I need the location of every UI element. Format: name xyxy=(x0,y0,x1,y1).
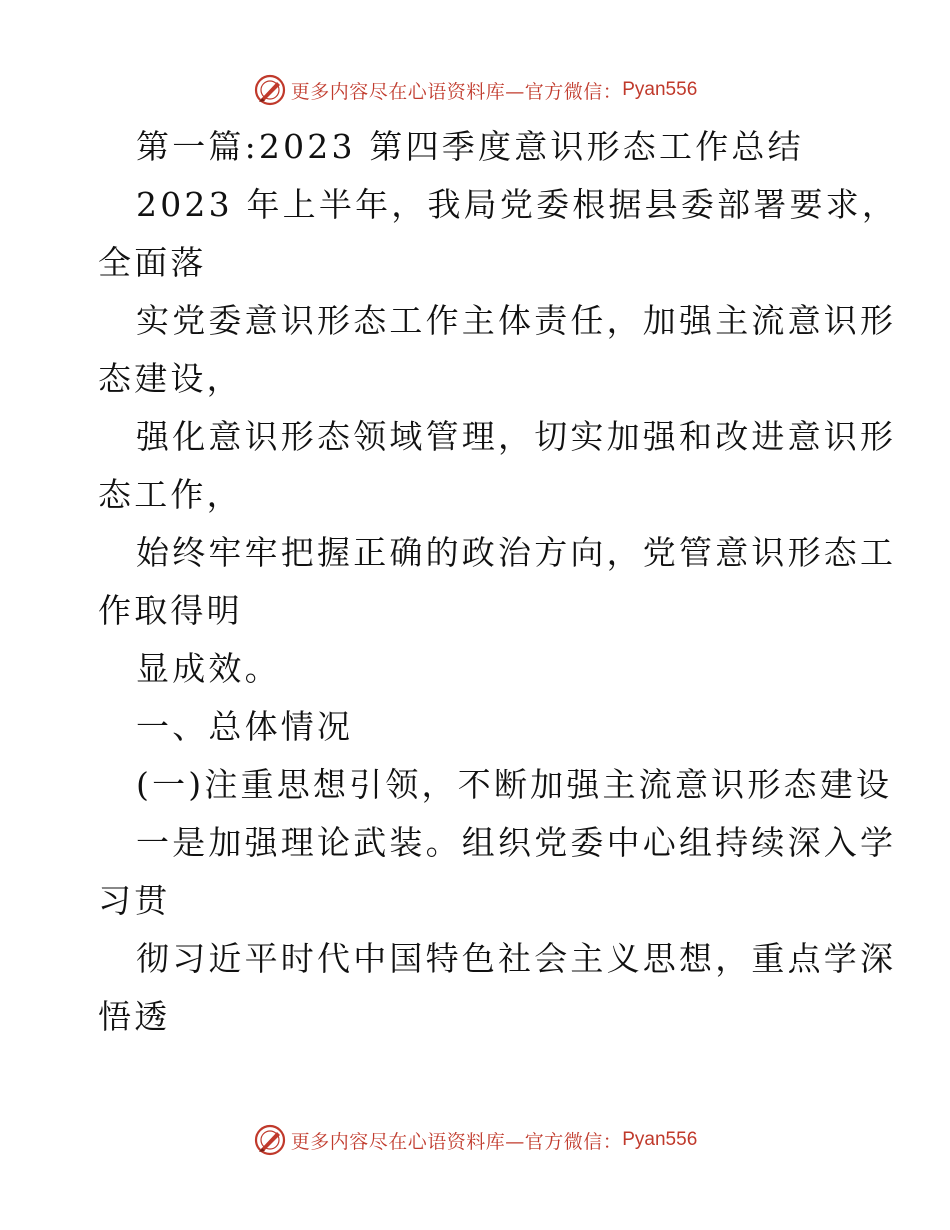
subsection-heading: (一)注重思想引领，不断加强主流意识形态建设 xyxy=(136,765,893,804)
pen-logo-icon xyxy=(253,73,287,107)
header-banner xyxy=(0,70,950,110)
paragraph-line: 显成效。 xyxy=(136,649,281,688)
banner-text: 更多内容尽在心语资料库—官方微信： xyxy=(290,1130,623,1153)
banner-wechat-id: Pyan556 xyxy=(622,79,698,100)
footer-banner xyxy=(0,1120,950,1160)
paragraph-line: 2023 年上半年，我局党委根据县委部署要求， xyxy=(136,185,899,224)
paragraph-line: 一是加强理论武装。组织党委中心组持续深入学 xyxy=(136,823,897,862)
paragraph-line: 彻习近平时代中国特色社会主义思想，重点学深 xyxy=(136,939,897,978)
banner-text: 更多内容尽在心语资料库—官方微信： xyxy=(290,80,623,103)
paragraph-line: 实党委意识形态工作主体责任，加强主流意识形 xyxy=(136,301,897,340)
paragraph-line: 习贯 xyxy=(98,881,171,920)
paragraph-line: 态工作， xyxy=(98,475,243,514)
document-body xyxy=(98,118,899,1046)
paragraph-line: 始终牢牢把握正确的政治方向，党管意识形态工 xyxy=(136,533,897,572)
paragraph-line: 态建设， xyxy=(98,359,243,398)
banner-wechat-id: Pyan556 xyxy=(622,1129,698,1150)
pen-logo-icon xyxy=(253,1123,287,1157)
paragraph-line: 悟透 xyxy=(98,997,171,1036)
section-heading: 一、总体情况 xyxy=(136,707,354,746)
paragraph-line: 全面落 xyxy=(98,243,207,282)
document-title: 第一篇:2023 第四季度意识形态工作总结 xyxy=(136,127,804,166)
paragraph-line: 作取得明 xyxy=(98,591,243,630)
paragraph-line: 强化意识形态领域管理，切实加强和改进意识形 xyxy=(136,417,897,456)
